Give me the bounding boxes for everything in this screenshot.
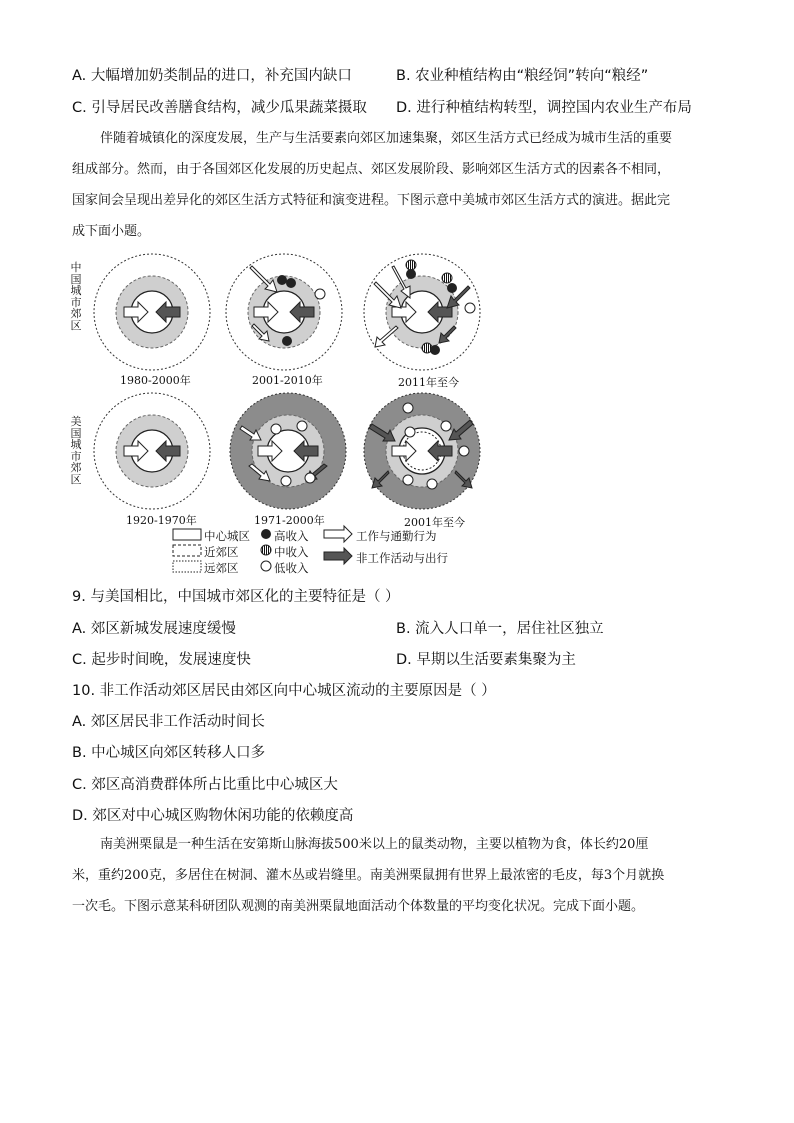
china-period-2: 2001-2010年 — [252, 374, 323, 387]
option-c-prev: C. 引导居民改善膳食结构，减少瓜果蔬菜摄取 — [72, 100, 367, 116]
passage2-line2: 米，重约200克，多居住在树洞、灌木丛或岩缝里。南美洲栗鼠拥有世界上最浓密的毛皮，每3个月就换 — [72, 868, 665, 883]
q10-option-d: D. 郊区对中心城区购物休闲功能的依赖度高 — [72, 808, 354, 824]
option-d-prev: D. 进行种植结构转型，调控国内农业生产布局 — [396, 100, 692, 116]
q9-stem: 9. 与美国相比，中国城市郊区化的主要特征是（ ） — [72, 589, 400, 605]
legend-far: 远郊区 — [204, 561, 239, 575]
legend-high: 高收入 — [274, 529, 309, 543]
china-row-label: 中国城市郊区 — [70, 261, 82, 332]
passage2-line1: 南美洲栗鼠是一种生活在安第斯山脉海拔500米以上的鼠类动物，主要以植物为食，体长约20厘 — [100, 837, 649, 852]
q9-option-c: C. 起步时间晚，发展速度快 — [72, 652, 251, 668]
passage-urban-suburb — [72, 123, 724, 247]
china-period-1: 1980-2000年 — [120, 374, 191, 387]
china-diagram-2001-2010 — [226, 254, 342, 370]
usa-diagram-1971-2000 — [230, 393, 346, 509]
china-period-3: 2011年至今 — [398, 376, 459, 389]
usa-period-2: 1971-2000年 — [254, 514, 325, 527]
legend-low: 低收入 — [274, 561, 309, 575]
option-a-prev: A. 大幅增加奶类制品的进口，补充国内缺口 — [72, 68, 352, 84]
suburb-lifestyle-figure — [66, 246, 496, 586]
passage1-line1: 伴随着城镇化的深度发展，生产与生活要素向郊区加速集聚，郊区生活方式已经成为城市生活的重要 — [100, 131, 673, 146]
usa-row-label: 美国城市郊区 — [70, 415, 82, 486]
q9-option-a: A. 郊区新城发展速度缓慢 — [72, 621, 236, 637]
usa-period-3: 2001年至今 — [404, 516, 465, 529]
usa-period-1: 1920-1970年 — [126, 514, 197, 527]
passage-chinchilla — [72, 829, 724, 922]
q10-option-a: A. 郊区居民非工作活动时间长 — [72, 714, 265, 730]
china-diagram-1980-2000 — [94, 254, 210, 370]
q10-option-b: B. 中心城区向郊区转移人口多 — [72, 745, 266, 761]
usa-diagram-1920-1970 — [94, 393, 210, 509]
option-b-prev: B. 农业种植结构由“粮经饲”转向“粮经” — [396, 68, 649, 84]
legend-work: 工作与通勤行为 — [356, 529, 437, 543]
legend-shapes — [173, 526, 352, 572]
q10-stem: 10. 非工作活动郊区居民由郊区向中心城区流动的主要原因是（ ） — [72, 683, 496, 699]
q9-option-d: D. 早期以生活要素集聚为主 — [396, 652, 576, 668]
legend-nonwork: 非工作活动与出行 — [356, 551, 448, 565]
legend-mid: 中收入 — [274, 545, 309, 559]
legend-center: 中心城区 — [204, 529, 250, 543]
passage1-line2: 组成部分。然而，由于各国郊区化发展的历史起点、郊区发展阶段、影响郊区生活方式的因素各不相同， — [72, 162, 671, 177]
usa-diagram-2001-now — [364, 393, 480, 509]
passage2-line3: 一次毛。下图示意某科研团队观测的南美洲栗鼠地面活动个体数量的平均变化状况。完成下面小题。 — [72, 899, 645, 914]
q9-option-b: B. 流入人口单一，居住社区独立 — [396, 621, 604, 637]
legend-near: 近郊区 — [204, 545, 239, 559]
q10-option-c: C. 郊区高消费群体所占比重比中心城区大 — [72, 777, 338, 793]
china-diagram-2011-now — [364, 254, 480, 370]
passage1-line3: 国家间会呈现出差异化的郊区生活方式特征和演变进程。下图示意中美城市郊区生活方式的演进。据此完 — [72, 193, 671, 208]
passage1-line4: 成下面小题。 — [72, 224, 151, 239]
